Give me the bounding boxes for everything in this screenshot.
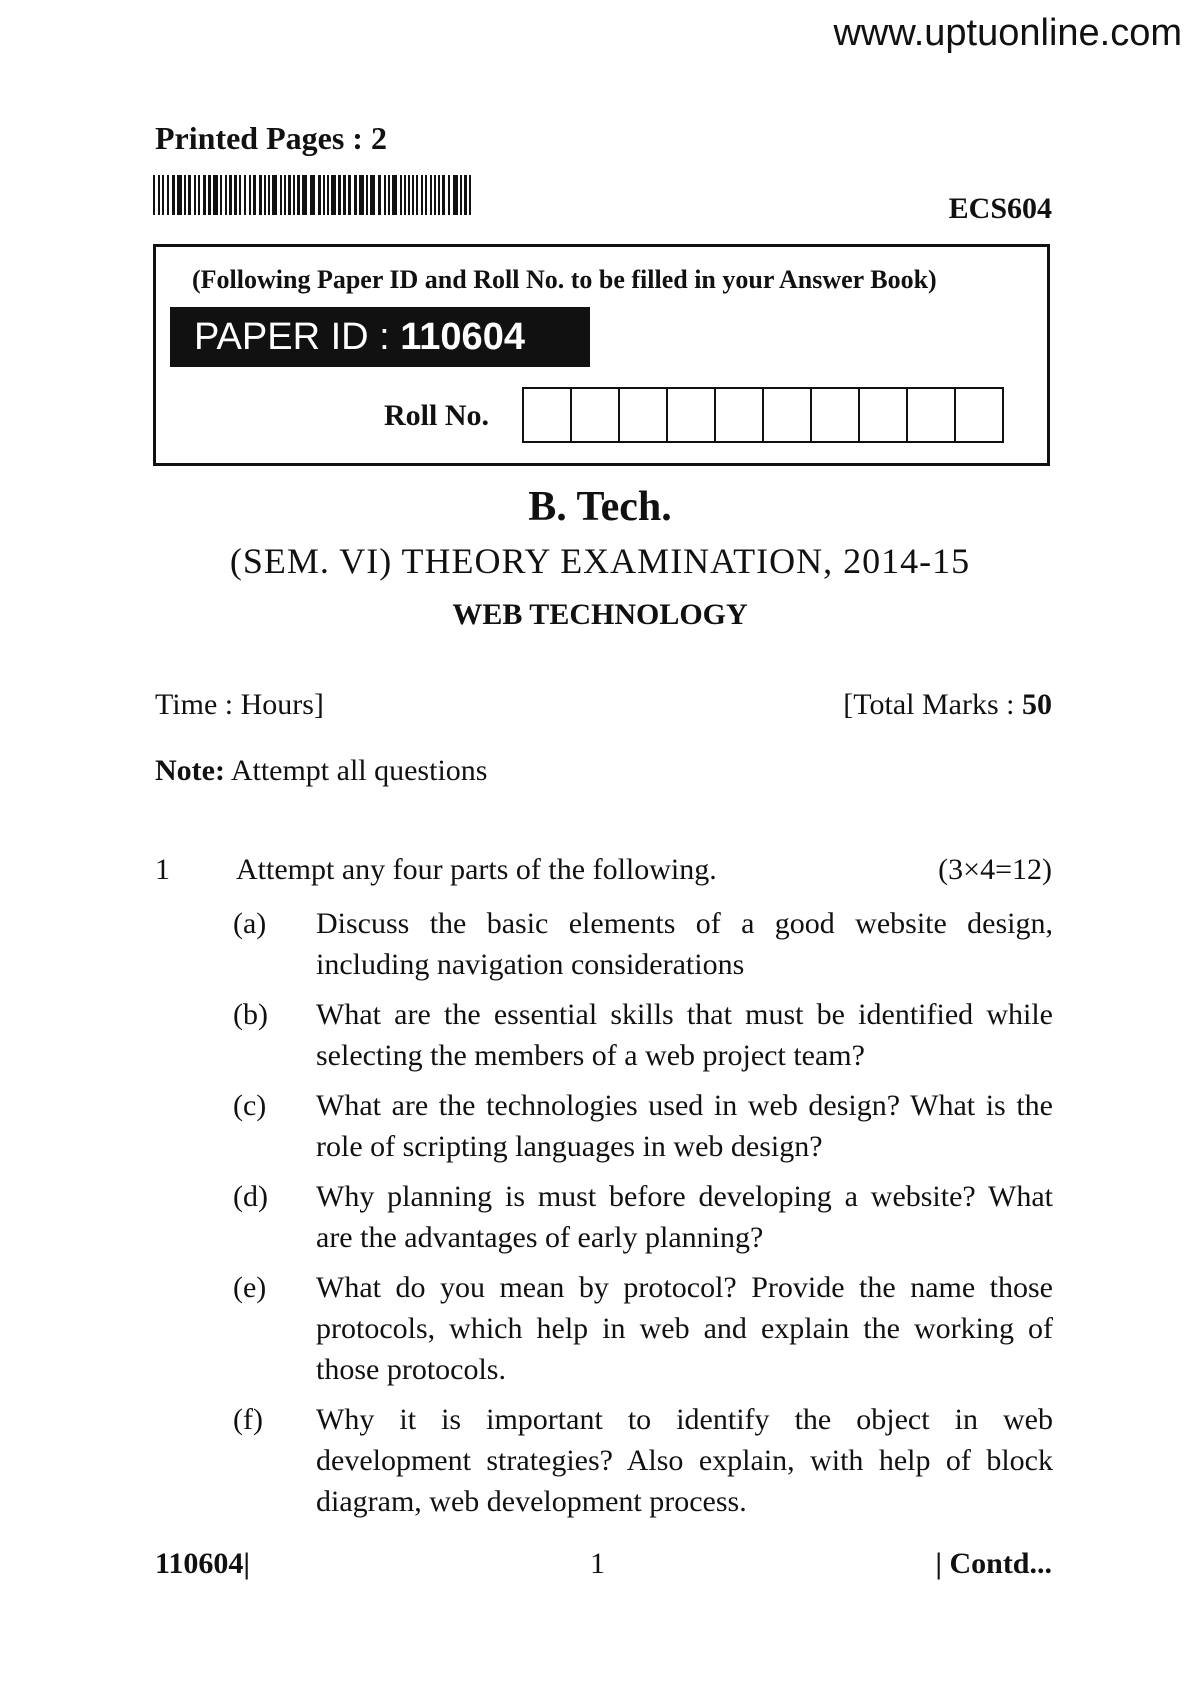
website-url: www.uptuonline.com [833, 12, 1182, 54]
roll-digit-box [762, 387, 812, 443]
total-marks [843, 688, 1052, 722]
roll-digit-box [810, 387, 860, 443]
roll-digit-box [666, 387, 716, 443]
printed-pages: Printed Pages : 2 [155, 120, 387, 156]
paper-id-box [153, 244, 1050, 466]
total-marks-label: [Total Marks : [843, 688, 1022, 721]
roll-number-row [156, 387, 1047, 447]
exam-title: (SEM. VI) THEORY EXAMINATION, 2014-15 [229, 541, 971, 581]
answer-book-instruction: (Following Paper ID and Roll No. to be filled in your Answer Book) [192, 265, 937, 294]
total-marks-value: 50 [1022, 688, 1052, 721]
roll-digit-box [714, 387, 764, 443]
question-number: 1 [155, 853, 170, 886]
note-text: Attempt all questions [224, 754, 488, 787]
roll-digit-box [858, 387, 908, 443]
paper-id-label: PAPER ID : [194, 316, 401, 358]
exam-time: Time : Hours] [155, 688, 324, 721]
part-text: What are the essential skills that must be identified while selecting the members of a web project team? [316, 998, 1053, 1072]
part-label: (d) [233, 1180, 268, 1213]
part-text: Why it is important to identify the object in web development strategies? Also explain, with help of block diagram, web development process. [316, 1403, 1053, 1518]
roll-number-label: Roll No. [384, 399, 489, 432]
roll-number-boxes [524, 387, 1004, 443]
question-instruction: Attempt any four parts of the following. [236, 853, 717, 886]
roll-digit-box [618, 387, 668, 443]
question-marks: (3×4=12) [938, 853, 1052, 886]
exam-note [155, 754, 487, 788]
part-text: What are the technologies used in web design? What is the role of scripting languages in web design? [316, 1089, 1053, 1163]
footer-continued: | Contd... [935, 1547, 1052, 1580]
part-label: (a) [233, 907, 267, 940]
roll-digit-box [522, 387, 572, 443]
part-text: Why planning is must before developing a website? What are the advantages of early planning? [316, 1180, 1053, 1254]
page-number: 1 [590, 1547, 605, 1580]
paper-id-value: 110604 [400, 316, 525, 358]
course-code: ECS604 [948, 192, 1052, 225]
degree-title: B. Tech. [528, 484, 672, 530]
part-text: Discuss the basic elements of a good website design, including navigation considerations [316, 907, 1053, 981]
part-label: (b) [233, 998, 268, 1031]
barcode-image [153, 175, 478, 223]
paper-id-banner [170, 307, 590, 367]
note-label: Note: [155, 754, 225, 787]
part-label: (c) [233, 1089, 267, 1122]
roll-digit-box [954, 387, 1004, 443]
roll-digit-box [906, 387, 956, 443]
part-label: (e) [233, 1271, 267, 1304]
part-text: What do you mean by protocol? Provide the name those protocols, which help in web and explain the working of those protocols. [316, 1271, 1053, 1386]
roll-digit-box [570, 387, 620, 443]
subject-title: WEB TECHNOLOGY [452, 598, 748, 631]
part-label: (f) [233, 1403, 263, 1436]
footer-paper-id: 110604| [155, 1547, 250, 1580]
